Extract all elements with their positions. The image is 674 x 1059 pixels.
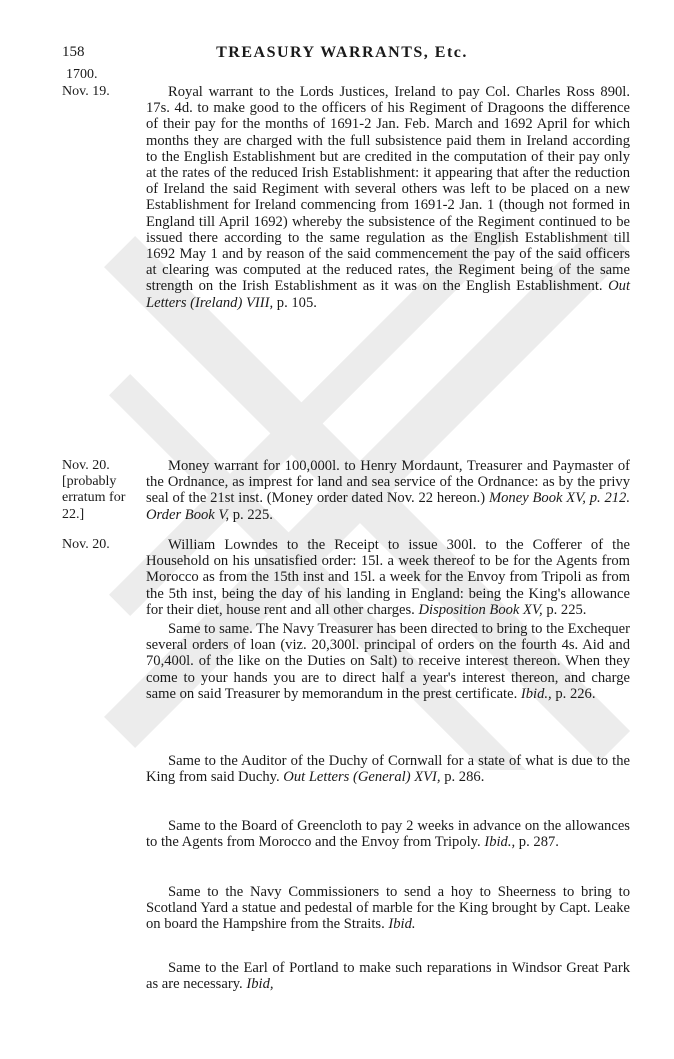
- entry-date: Nov. 19.: [62, 84, 110, 99]
- entry: [62, 753, 630, 785]
- entry-citation: Ibid,: [246, 976, 274, 993]
- entry-citation: Disposition Book XV,: [418, 601, 543, 618]
- entry: [62, 884, 630, 933]
- entry-text: Same to the Auditor of the Duchy of Cornwall for a state of what is due to the King from said Duchy. Out Letters (General) XVI, p. 286.: [146, 753, 630, 786]
- year-heading: 1700.: [66, 67, 98, 82]
- entry-text: Same to the Board of Greencloth to pay 2 weeks in advance on the allowances to the Agents from Morocco and the Envoy from Tripoly. Ibid., p. 287.: [146, 818, 630, 851]
- entry-citation: Out Letters (General) XVI,: [283, 769, 441, 786]
- entry: [62, 960, 630, 992]
- entry-date: Nov. 20.: [62, 537, 110, 552]
- entry-text: Money warrant for 100,000l. to Henry Mordaunt, Treasurer and Paymaster of the Ordnance, as imprest for land and sea service of the Ordnance: as by the privy seal of the 21st inst. (Money order dated Nov. 22 hereon.) Money Book XV, p. 212. Order Book V, p. 225.: [146, 458, 630, 523]
- entry-citation: Ibid.: [388, 916, 416, 933]
- entry-date: Nov. 20. [probably erratum for 22.]: [62, 458, 126, 522]
- page-header: [62, 44, 622, 68]
- entry-citation: Out Letters (Ireland) VIII,: [146, 278, 630, 311]
- entry-text: William Lowndes to the Receipt to issue 300l. to the Cofferer of the Household on his unsatisfied order: 15l. a week thereof to be for the Agents from Morocco as from the 15th inst and 15l. a week for the Envoy from Tripoli as from the 5th inst, being the day of his landing in England: being the King's allowance for their diet, house rent and all other charges. Disposition Book XV, p. 225.: [146, 537, 630, 618]
- entry-text: Royal warrant to the Lords Justices, Ireland to pay Col. Charles Ross 890l. 17s. 4d. to make good to the officers of his Regiment of Dragoons the difference of their pay for the months of 1691-2 Jan. Feb. March and 1692 April for which months they are charged with the full subsistence paid them in Ireland according to the English Establishment but are credited in the computation of their pay only at the rates of the reduced Irish Establishment: it appearing that after the reduction of Ireland the said Regiment with several others was left to be placed on a new Establishment for Ireland commencing from 1691-2 Jan. 1 (though not formed in England till April 1692) whereby the subsistence of the Regiment continued to be issued there according to the same regulation as the English Establishment till 1692 May 1 and by reason of the said commencement the pay of the said officers at clearing was computed at the reduced rates, the Regiment being of the same strength on the Irish Establishment as it was on the English Establishment. Out Letters (Ireland) VIII, p. 105.: [146, 84, 630, 311]
- page-title: TREASURY WARRANTS, Etc.: [216, 44, 468, 61]
- entry-text: Same to the Navy Commissioners to send a hoy to Sheerness to bring to Scotland Yard a statue and pedestal of marble for the King brought by Capt. Leake on board the Hampshire from the Straits. Ibid.: [146, 884, 630, 933]
- entry: [62, 621, 630, 702]
- page-number: 158: [62, 44, 85, 60]
- entry: [62, 84, 630, 311]
- entry-citation: Ibid.,: [484, 834, 516, 851]
- entry: [62, 458, 630, 523]
- entry-citation: Ibid.,: [520, 685, 552, 702]
- entry-text: Same to same. The Navy Treasurer has been directed to bring to the Exchequer several orders of loan (viz. 20,300l. principal of orders on the fourth 4s. Aid and 70,400l. of the like on the Duties on Salt) to receive interest thereon. When they come to your hands you are to direct half a year's interest thereon, and charge same on said Treasurer by memorandum in the prest certificate. Ibid., p. 226.: [146, 621, 630, 702]
- entry-text: Same to the Earl of Portland to make such reparations in Windsor Great Park as are necessary. Ibid,: [146, 960, 630, 993]
- entry-citation: Money Book XV, p. 212. Order Book V,: [146, 490, 630, 523]
- entry: [62, 537, 630, 618]
- entry: [62, 818, 630, 850]
